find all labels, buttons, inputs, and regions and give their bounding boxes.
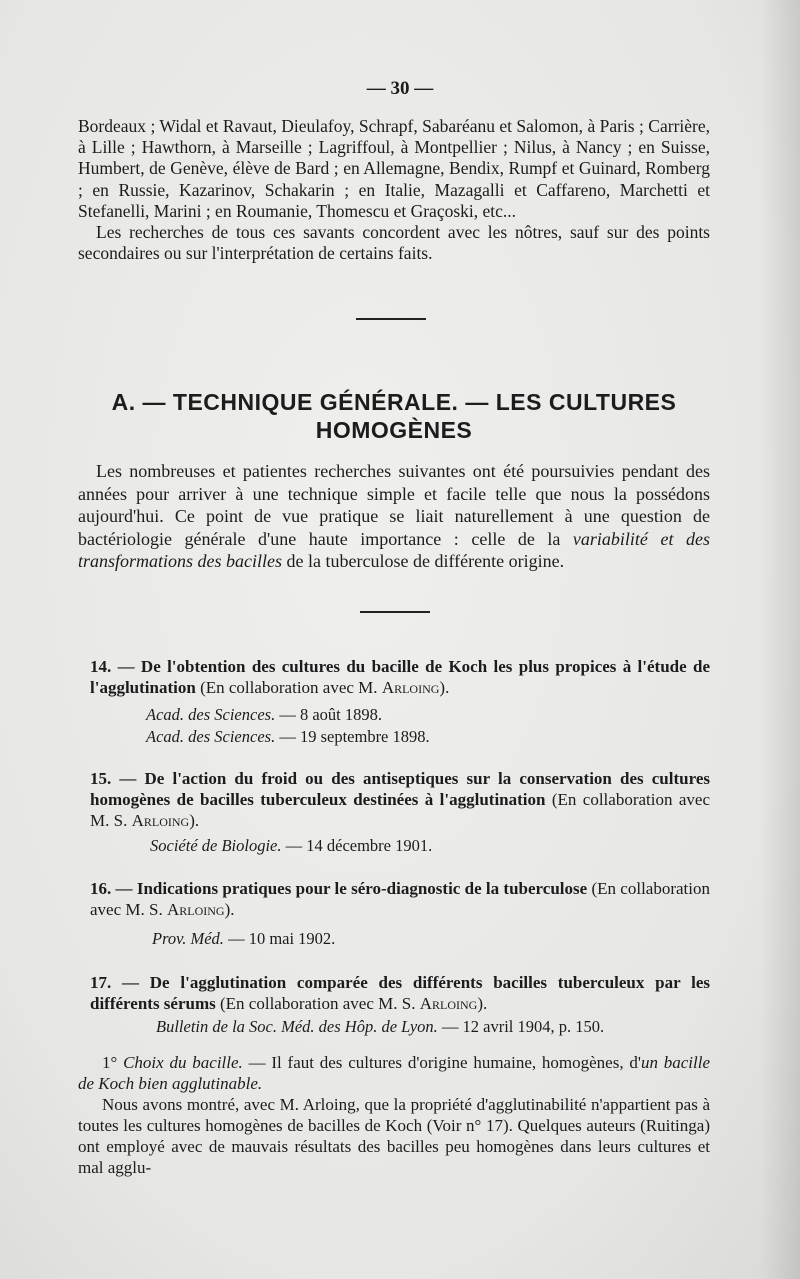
entry-reference: [90, 928, 710, 950]
entry-title: [90, 972, 710, 1014]
reference-source: Société de Biologie.: [150, 836, 282, 855]
entry-collab: (En collaboration avec M.: [195, 678, 382, 697]
entry-title-text: — Indications pratiques pour le séro-diagnostic de la tuberculose: [115, 879, 588, 898]
section-paragraph: [78, 460, 710, 573]
page-number: — 30 —: [366, 78, 434, 99]
entry-title-text: — De l'agglutination comparée des différents bacilles tuberculeux par les différents sérums: [90, 973, 710, 1013]
entry-title-text: — De l'obtention des cultures du bacille de Koch les plus propices à l'étude de l'agglutination: [90, 657, 711, 697]
reference-date: — 14 décembre 1901.: [281, 836, 433, 855]
entry-collab-end: ).: [439, 678, 450, 697]
entry-title: [90, 768, 710, 831]
choice-section: [78, 1052, 710, 1178]
section-paragraph-start: Les nombreuses et patientes recherches suivantes ont été poursuivies pendant des années pour arriver à une technique simple et facile telle que nous la possédons aujourd'hui. Ce point de vue pratique se liait naturellement à une question de bactériologie générale d'une haute importance : celle de la: [78, 461, 710, 549]
entry-title-text: — De l'action du froid ou des antiseptiques sur la conservation des cultures homogènes de bacilles tuberculeux destinées à l'agglutination: [90, 769, 710, 809]
entry-reference: [90, 726, 710, 748]
entry-collab-name: Arloing: [419, 994, 478, 1013]
entry-collab: (En collaboration avec M. S.: [90, 879, 710, 919]
entry-collab-end: ).: [477, 994, 488, 1013]
entry-number: 17.: [90, 973, 112, 992]
entry-collab-name: Arloing: [381, 678, 440, 697]
entry-17: [90, 972, 710, 1038]
section-heading-line-2: HOMOGÈNES: [315, 417, 473, 443]
reference-source: Acad. des Sciences.: [146, 705, 276, 724]
entry-collab-name: Arloing: [131, 811, 190, 830]
entry-collab: (En collaboration avec M. S.: [215, 994, 420, 1013]
reference-date: — 10 mai 1902.: [223, 929, 336, 948]
entry-collab: (En collaboration avec M. S.: [90, 790, 710, 830]
reference-date: — 8 août 1898.: [275, 705, 382, 724]
reference-source: Bulletin de la Soc. Méd. des Hôp. de Lyon.: [156, 1017, 438, 1036]
divider-2: [360, 611, 430, 613]
intro-paragraph-1: Bordeaux ; Widal et Ravaut, Dieulafoy, Schrapf, Sabaréanu et Salomon, à Paris ; Carrière, à Lille ; Hawthorn, à Marseille ; Lagriffoul, à Montpellier ; Nilus, à Nancy ; en Suisse, Humbert, de Genève, élève de Bard ; en Allemagne, Bendix, Rumpf et Guinard, Romberg ; en Russie, Kazarinov, Schakarin ; en Italie, Mazagalli et Caffareno, Marchetti et Stefanelli, Marini ; en Roumanie, Thomescu et Graçoski, etc...: [78, 116, 710, 221]
section-heading: [78, 388, 710, 444]
entry-title: [90, 878, 710, 920]
choice-label: 1°: [102, 1053, 124, 1072]
entry-collab-end: ).: [189, 811, 200, 830]
entry-16: [90, 878, 710, 950]
reference-date: — 19 septembre 1898.: [275, 727, 430, 746]
choice-text-emphasis: un bacille de Koch bien agglutinable.: [78, 1053, 710, 1093]
reference-date: — 12 avril 1904, p. 150.: [437, 1017, 605, 1036]
entry-reference: [90, 1016, 710, 1038]
intro-section: [78, 116, 710, 264]
section-paragraph-end: de la tuberculose de différente origine.: [282, 551, 565, 571]
entry-number: 16.: [90, 879, 112, 898]
entry-title: [90, 656, 710, 698]
choice-paragraph-1: [78, 1052, 710, 1094]
entry-14: [90, 656, 710, 748]
divider-1: [356, 318, 426, 320]
choice-text: — Il faut des cultures d'origine humaine, homogènes, d': [242, 1053, 641, 1072]
reference-source: Acad. des Sciences.: [146, 727, 276, 746]
page-edge-shadow: [760, 0, 800, 1279]
choice-label-emphasis: Choix du bacille.: [123, 1053, 243, 1072]
entry-collab-end: ).: [224, 900, 235, 919]
entry-number: 15.: [90, 769, 112, 788]
reference-source: Prov. Méd.: [152, 929, 224, 948]
entry-reference: [90, 835, 710, 857]
entry-number: 14.: [90, 657, 112, 676]
entry-15: [90, 768, 710, 857]
intro-paragraph-2: Les recherches de tous ces savants concordent avec les nôtres, sauf sur des points secondaires ou sur l'interprétation de certains faits.: [78, 222, 710, 264]
choice-paragraph-2: Nous avons montré, avec M. Arloing, que la propriété d'agglutinabilité n'appartient pas à toutes les cultures homogènes de bacilles de Koch (Voir n° 17). Quelques auteurs (Ruitinga) ont employé avec de mauvais résultats des bacilles peu homogènes dans leurs cultures et mal agglu-: [78, 1095, 710, 1177]
entry-collab-name: Arloing: [166, 900, 225, 919]
section-heading-line-1: A. — TECHNIQUE GÉNÉRALE. — LES CULTURES: [111, 389, 677, 415]
section-paragraph-emphasis: variabilité et des transformations des bacilles: [78, 528, 710, 571]
entry-reference: [90, 704, 710, 726]
